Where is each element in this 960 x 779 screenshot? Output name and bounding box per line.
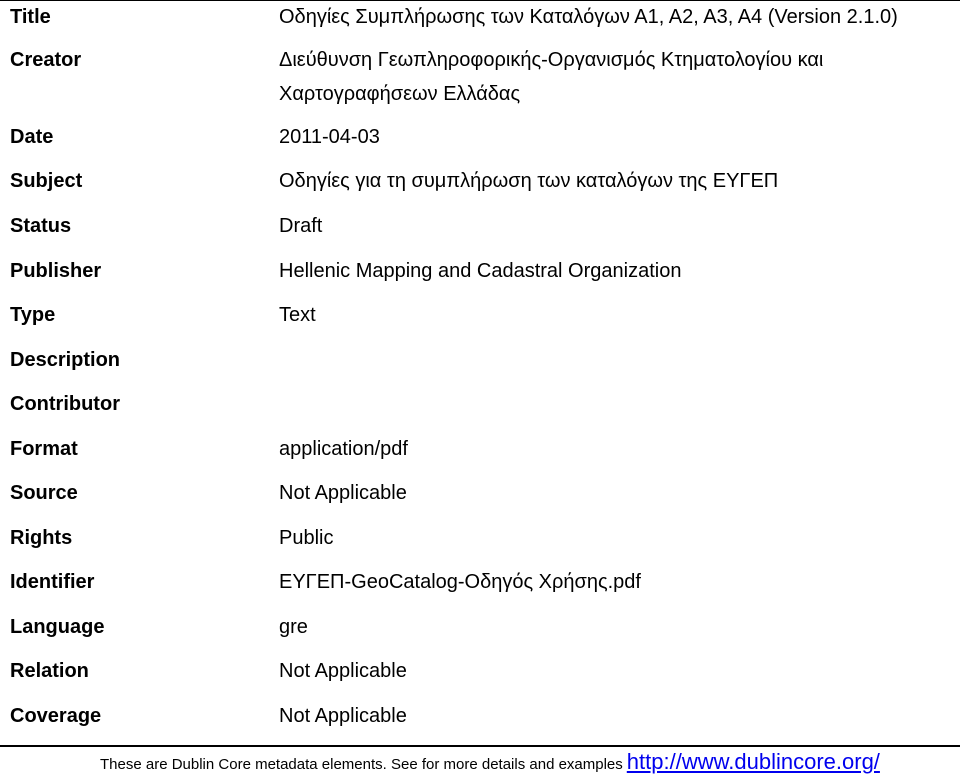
footer-note	[100, 748, 880, 779]
value-publisher: Hellenic Mapping and Cadastral Organization	[279, 260, 682, 282]
label-contributor: Contributor	[10, 393, 120, 415]
label-subject: Subject	[10, 170, 83, 192]
value-subject: Οδηγίες για τη συμπλήρωση των καταλόγων της ΕΥΓΕΠ	[279, 170, 779, 192]
footer-text: These are Dublin Core metadata elements. See for more details and examples	[100, 756, 623, 773]
bottom-rule	[0, 745, 960, 747]
dublin-core-link[interactable]: http://www.dublincore.org/	[626, 749, 880, 774]
value-identifier: ΕΥΓΕΠ-GeoCatalog-Οδηγός Χρήσης.pdf	[279, 571, 641, 593]
value-language: gre	[279, 616, 308, 638]
value-date: 2011-04-03	[279, 126, 380, 148]
label-status: Status	[10, 215, 72, 237]
label-publisher: Publisher	[10, 260, 102, 282]
value-creator: Διεύθυνση Γεωπληροφορικής-Οργανισμός Κτηματολογίου και Χαρτογραφήσεων Ελλάδας	[279, 49, 824, 105]
label-description: Description	[10, 349, 121, 371]
label-rights: Rights	[10, 527, 73, 549]
label-type: Type	[10, 304, 56, 326]
value-format: application/pdf	[279, 438, 408, 460]
value-source: Not Applicable	[279, 482, 407, 504]
label-creator: Creator	[10, 49, 82, 71]
label-format: Format	[10, 438, 78, 460]
label-title: Title	[10, 6, 51, 28]
value-type: Text	[279, 304, 316, 326]
label-relation: Relation	[10, 660, 89, 682]
label-date: Date	[10, 126, 54, 148]
label-coverage: Coverage	[10, 705, 102, 727]
value-relation: Not Applicable	[279, 660, 407, 682]
value-rights: Public	[279, 527, 334, 549]
label-identifier: Identifier	[10, 571, 95, 593]
value-title: Οδηγίες Συμπλήρωσης των Καταλόγων Α1, Α2, Α3, Α4 (Version 2.1.0)	[279, 6, 898, 28]
label-source: Source	[10, 482, 78, 504]
label-language: Language	[10, 616, 105, 638]
value-status: Draft	[279, 215, 323, 237]
value-coverage: Not Applicable	[279, 705, 407, 727]
